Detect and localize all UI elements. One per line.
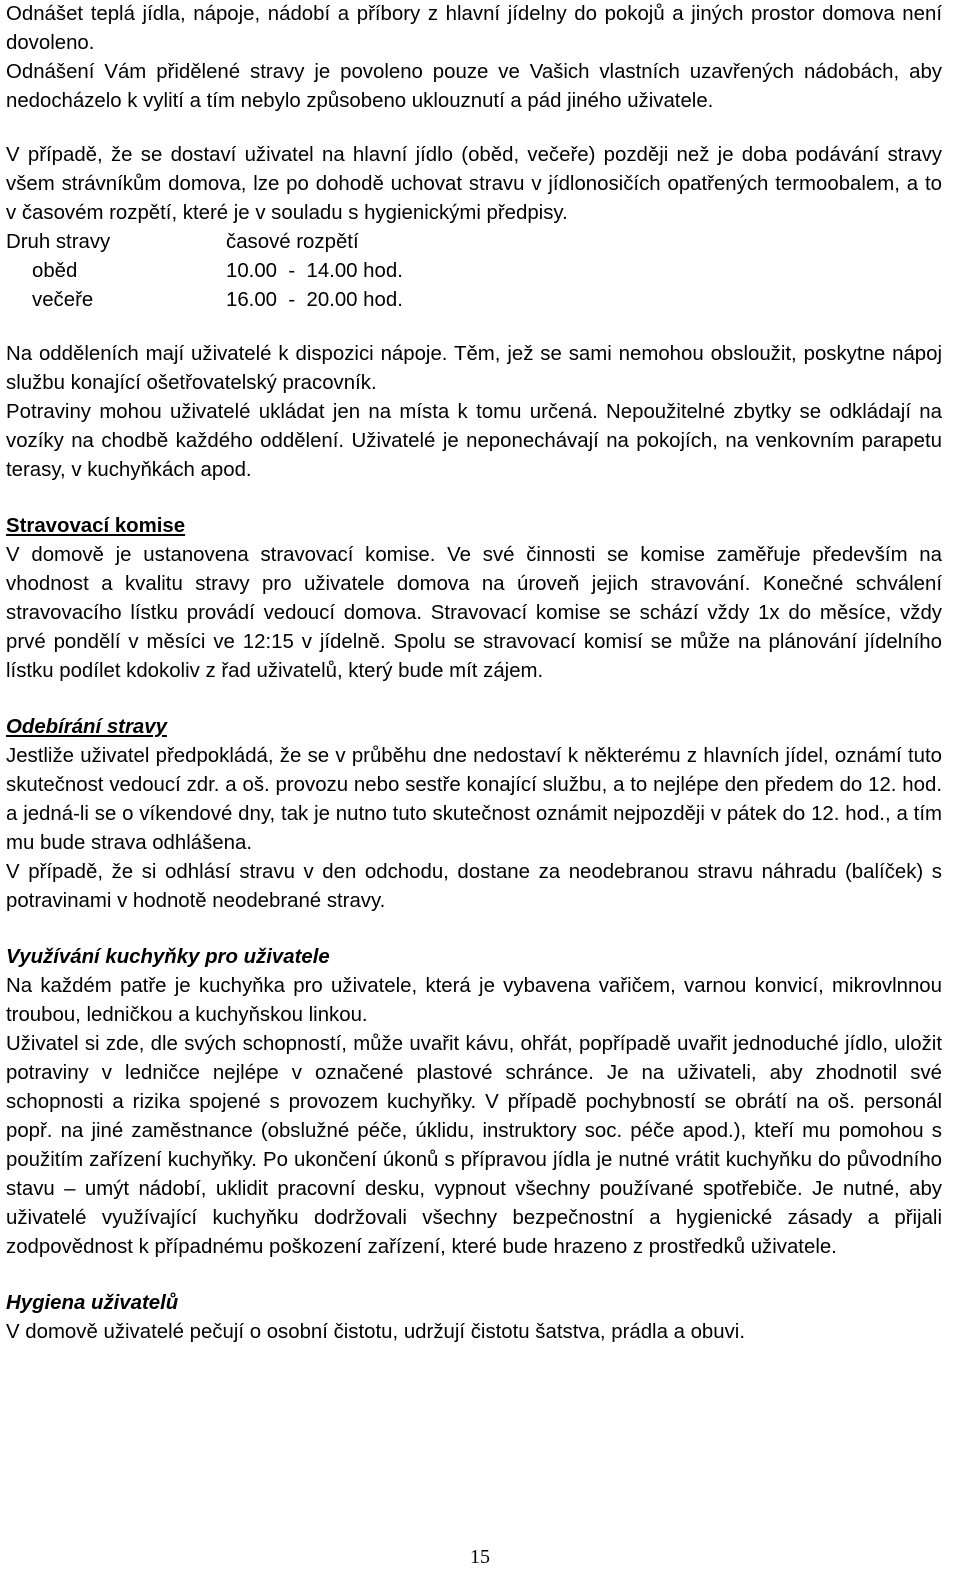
paragraph-own-containers: Odnášení Vám přidělené stravy je povoleno pouze ve Vašich vlastních uzavřených nádobách, aby nedocházelo k vylití a tím nebylo způsobeno uklouznutí a pád jiného uživatele. — [6, 61, 942, 112]
meal-time: 10.00 - 14.00 hod. — [226, 260, 403, 282]
paragraph-drinks: Na odděleních mají uživatelé k dispozici nápoje. Těm, jež se sami nemohou obsloužit, poskytne nápoj službu konající ošetřovatelský pracovník. — [6, 343, 942, 394]
spacer — [6, 315, 942, 340]
spacer — [6, 116, 942, 141]
paragraph-kuchynka-vybaveni: Na každém patře je kuchyňka pro uživatele, která je vybavena vařičem, varnou konvicí, mikrovlnnou troubou, ledničkou a kuchyňskou linkou. — [6, 975, 942, 1026]
paragraph-komise: V domově je ustanovena stravovací komise. Ve své činnosti se komise zaměřuje především na vhodnost a kvalitu stravy pro uživatele domova na úroveň jejich stravování. Konečné schválení stravovacího lístku provádí vedoucí domova. Stravovací komise se schází vždy 1x do měsíce, vždy prvé pondělí v měsíci ve 12:15 v jídelně. Spolu se stravovací komisí se může na plánování jídelního lístku podílet kdokoliv z řad uživatelů, který bude mít zájem. — [6, 544, 942, 682]
meal-type: oběd — [32, 260, 78, 282]
meal-row-dinner — [6, 286, 942, 315]
paragraph-food-storage: Potraviny mohou uživatelé ukládat jen na místa k tomu určená. Nepoužitelné zbytky se odkládají na vozíky na chodbě každého oddělení. Uživatelé je neponechávají na pokojích, na venkovním parapetu terasy, v kuchyňkách apod. — [6, 401, 942, 481]
heading-odebirani-stravy: Odebírání stravy — [6, 716, 167, 738]
heading-hygiena-uzivatelu: Hygiena uživatelů — [6, 1292, 179, 1314]
meal-time-table — [6, 228, 942, 315]
paragraph-hygiena: V domově uživatelé pečují o osobní čistotu, udržují čistotu šatstva, prádla a obuvi. — [6, 1321, 746, 1343]
page-number: 15 — [470, 1546, 490, 1568]
paragraph-odhlaseni: Jestliže uživatel předpokládá, že se v průběhu dne nedostaví k některému z hlavních jídel, oznámí tuto skutečnost vedoucí zdr. a oš. provozu nebo sestře konající službu, a to nejlépe den předem do 12. hod. a jedná-li se o víkendové dny, tak je nutno tuto skutečnost oznámit nejpozději v pátek do 12. hod., a tím mu bude strava odhlášena. — [6, 745, 942, 854]
meal-type: večeře — [32, 289, 94, 311]
paragraph-kuchynka-pravidla: Uživatel si zde, dle svých schopností, může uvařit kávu, ohřát, popřípadě uvařit jednoduché jídlo, uložit potraviny v ledničce nejlépe v označené plastové schránce. Je na uživateli, aby zhodnotil své schopnosti a rizika spojené s provozem kuchyňky. V případě pochybností se obrátí na oš. personál popř. na jiné zaměstnance (obslužné péče, úklidu, instruktory soc. péče apod.), kteří mu pomohou s použitím zařízení kuchyňky. Po ukončení úkonů s přípravou jídla je nutné vrátit kuchyňku do původního stavu – umýt nádobí, uklidit pracovní desku, vypnout všechny používané spotřebiče. Je nutné, aby uživatelé využívající kuchyňku dodržovali všechny bezpečnostní a hygienické zásady a přijali zodpovědnost k případnému poškození zařízení, které bude hrazeno z prostředků uživatele. — [6, 1033, 942, 1258]
spacer — [6, 485, 942, 512]
spacer — [6, 1262, 942, 1289]
meal-row-lunch — [6, 257, 942, 286]
document-page — [6, 0, 942, 1347]
spacer — [6, 686, 942, 713]
spacer — [6, 916, 942, 943]
meal-time: 16.00 - 20.00 hod. — [226, 289, 403, 311]
heading-vyuzivani-kuchynky: Využívání kuchyňky pro uživatele — [6, 946, 330, 968]
heading-stravovaci-komise: Stravovací komise — [6, 515, 186, 537]
meal-header-type: Druh stravy — [6, 231, 111, 253]
paragraph-no-carrying: Odnášet teplá jídla, nápoje, nádobí a příbory z hlavní jídelny do pokojů a jiných prostor domova není dovoleno. — [6, 3, 942, 54]
paragraph-late-meal: V případě, že se dostaví uživatel na hlavní jídlo (oběd, večeře) později než je doba podávání stravy všem strávníkům domova, lze po dohodě uchovat stravu v jídlonosičích opatřených termoobalem, a to v časovém rozpětí, které je v souladu s hygienickými předpisy. — [6, 144, 942, 224]
paragraph-nahrada: V případě, že si odhlásí stravu v den odchodu, dostane za neodebranou stravu náhradu (balíček) s potravinami v hodnotě neodebrané stravy. — [6, 861, 942, 912]
meal-table-header — [6, 228, 942, 257]
meal-header-time: časové rozpětí — [226, 231, 359, 253]
